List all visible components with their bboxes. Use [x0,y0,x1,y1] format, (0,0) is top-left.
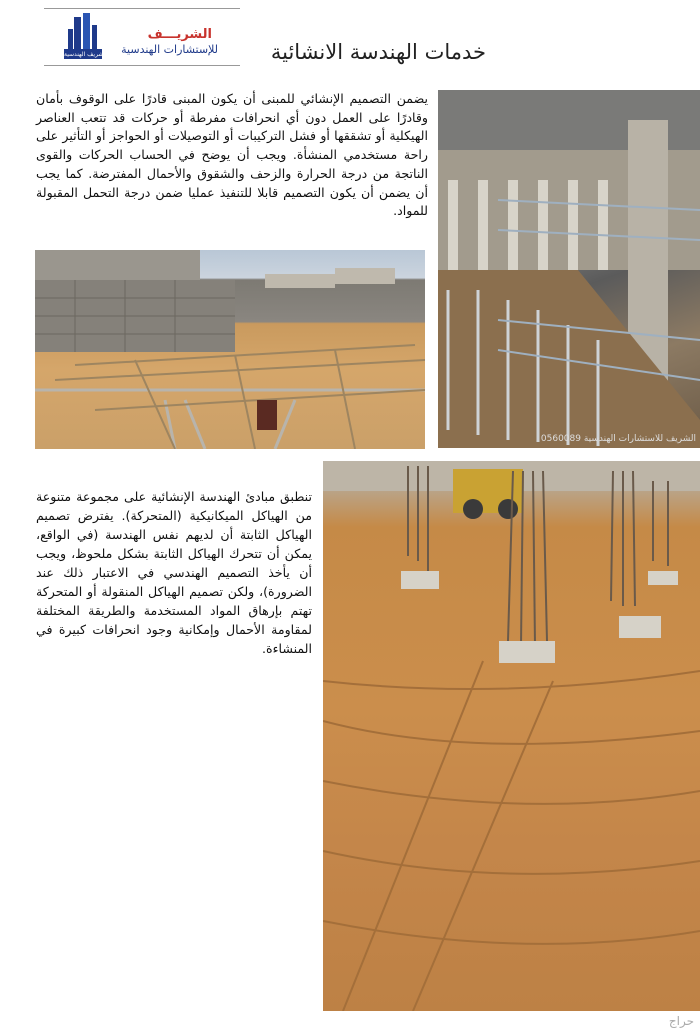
mechanical-structures-paragraph: تنطبق مبادئ الهندسة الإنشائية على مجموعة متنوعة من الهياكل الميكانيكية (المتحركة). يفترض تصميم الهياكل الثابتة أن لديهم نفس الهندسة (في الواقع، يمكن أن تتحرك الهياكل الثابتة بشكل ملحوظ، ويجب أن يأخذ التصميم الهندسي في الاعتبار ذلك عند الضرورة)، ولكن تصميم الهياكل المنقولة أو المتحركة تهتم بإرهاق المواد المستخدمة والطريقة المختلفة لمقاومة الأحمال وإمكانية وجود انحرافات كبيرة في المنشاءة. [36,489,312,656]
site-watermark: حراج [668,1014,694,1028]
page-title: خدمات الهندسة الانشائية [270,40,486,64]
site-photo [35,250,425,449]
logo-badge: الشريف الهندسية [64,51,108,58]
foundations-photo [323,461,700,1011]
formwork-illustration [438,90,700,448]
site-illustration [35,250,425,449]
company-logo [44,8,240,66]
intro-paragraph: يضمن التصميم الإنشائي للمبنى أن يكون المبنى قادرًا على الوقوف بأمان وقادرًا على العمل دون أي انحرافات مفرطة أو حركات قد تتعب العناصر الهيكلية أو تشققها أو فشل التركيبات أو التوصيلات أو الحواجز أو التأثير على راحة مستخدمي المنشأة. ويجب أن يوضح في الحساب الحركات والقوى الناتجة من درجة الحرارة والزحف والشقوق والأحمال المفترضة. كما يجب أن يضمن أن يكون التصميم قابلا للتنفيذ عمليا ضمن درجة التحمل المقبولة للمواد. [36,91,428,219]
photo-caption: الشريف للاستشارات الهندسية 0560089 [540,434,696,444]
foundations-illustration [323,461,700,1011]
logo-subtitle: للإستشارات الهندسية [121,43,218,56]
logo-name: الشريـــف [147,27,212,42]
formwork-photo [438,90,700,448]
